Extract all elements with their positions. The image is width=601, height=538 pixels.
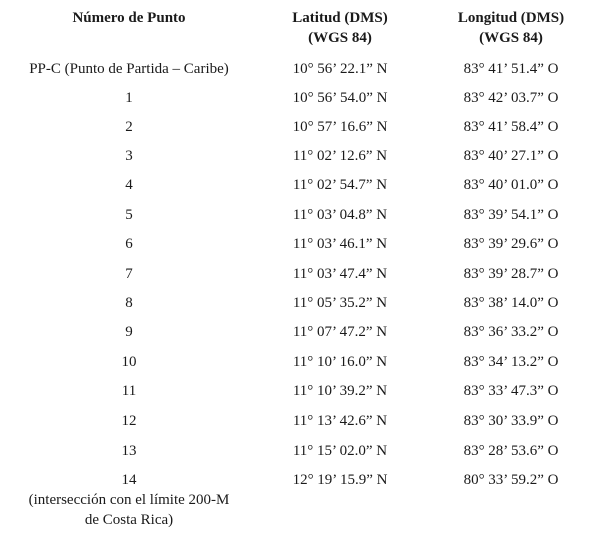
longitude-value: 83° 36’ 33.2” O xyxy=(463,324,559,340)
table-row xyxy=(0,470,601,534)
header-longitude-label: Longitud (DMS) xyxy=(457,10,565,26)
table-row xyxy=(0,88,601,117)
longitude-value: 83° 40’ 01.0” O xyxy=(463,177,559,193)
table-row xyxy=(0,264,601,293)
longitude-value: 83° 41’ 51.4” O xyxy=(463,61,559,77)
point-number: 4 xyxy=(125,177,133,193)
point-number: 13 xyxy=(121,443,137,459)
header-latitude-label: Latitud (DMS) xyxy=(292,10,388,26)
point-number: 2 xyxy=(125,119,133,135)
header-point-number xyxy=(0,8,258,28)
latitude-value: 11° 10’ 39.2” N xyxy=(292,383,388,399)
point-number-with-note xyxy=(0,470,258,530)
table-row xyxy=(0,117,601,146)
point-number: 3 xyxy=(125,148,133,164)
point-note-line-1: (intersección con el límite 200-M xyxy=(28,492,230,508)
latitude-value: 11° 03’ 47.4” N xyxy=(292,266,388,282)
table-row xyxy=(0,322,601,351)
point-number: 7 xyxy=(125,266,133,282)
header-longitude xyxy=(432,8,590,48)
longitude-value: 83° 28’ 53.6” O xyxy=(463,443,559,459)
point-number: 14 xyxy=(121,472,137,488)
latitude-value: 11° 10’ 16.0” N xyxy=(292,354,388,370)
header-point-label: Número de Punto xyxy=(72,10,186,26)
point-number: 10 xyxy=(121,354,137,370)
latitude-value: 12° 19’ 15.9” N xyxy=(292,472,388,488)
table-row xyxy=(0,441,601,470)
latitude-value: 11° 03’ 46.1” N xyxy=(292,236,388,252)
table-row xyxy=(0,381,601,410)
table-row xyxy=(0,293,601,322)
longitude-value: 83° 38’ 14.0” O xyxy=(463,295,559,311)
table-row xyxy=(0,59,601,88)
point-number: 11 xyxy=(121,383,137,399)
longitude-value: 83° 39’ 29.6” O xyxy=(463,236,559,252)
latitude-value: 11° 07’ 47.2” N xyxy=(292,324,388,340)
point-number: 12 xyxy=(121,413,137,429)
latitude-value: 10° 56’ 22.1” N xyxy=(292,61,388,77)
longitude-value: 83° 39’ 54.1” O xyxy=(463,207,559,223)
longitude-value: 80° 33’ 59.2” O xyxy=(463,472,559,488)
longitude-value: 83° 34’ 13.2” O xyxy=(463,354,559,370)
point-number: 1 xyxy=(125,90,133,106)
header-latitude-datum: (WGS 84) xyxy=(308,30,372,46)
point-number: 5 xyxy=(125,207,133,223)
table-row xyxy=(0,146,601,175)
longitude-value: 83° 39’ 28.7” O xyxy=(463,266,559,282)
table-row xyxy=(0,411,601,440)
point-number: 9 xyxy=(125,324,133,340)
table-row xyxy=(0,175,601,204)
latitude-value: 11° 03’ 04.8” N xyxy=(292,207,388,223)
latitude-value: 10° 56’ 54.0” N xyxy=(292,90,388,106)
latitude-value: 11° 02’ 12.6” N xyxy=(292,148,388,164)
latitude-value: 11° 05’ 35.2” N xyxy=(292,295,388,311)
table-row xyxy=(0,205,601,234)
header-latitude xyxy=(265,8,415,48)
longitude-value: 83° 30’ 33.9” O xyxy=(463,413,559,429)
header-longitude-datum: (WGS 84) xyxy=(479,30,543,46)
latitude-value: 11° 13’ 42.6” N xyxy=(292,413,388,429)
table-row xyxy=(0,352,601,381)
longitude-value: 83° 41’ 58.4” O xyxy=(463,119,559,135)
table-row xyxy=(0,234,601,263)
longitude-value: 83° 42’ 03.7” O xyxy=(463,90,559,106)
point-note-line-2: de Costa Rica) xyxy=(84,512,174,528)
point-number: 8 xyxy=(125,295,133,311)
point-number: 6 xyxy=(125,236,133,252)
latitude-value: 11° 15’ 02.0” N xyxy=(292,443,388,459)
table-header xyxy=(0,8,601,52)
latitude-value: 10° 57’ 16.6” N xyxy=(292,119,388,135)
longitude-value: 83° 33’ 47.3” O xyxy=(463,383,559,399)
longitude-value: 83° 40’ 27.1” O xyxy=(463,148,559,164)
latitude-value: 11° 02’ 54.7” N xyxy=(292,177,388,193)
point-number: PP-C (Punto de Partida – Caribe) xyxy=(29,61,229,77)
